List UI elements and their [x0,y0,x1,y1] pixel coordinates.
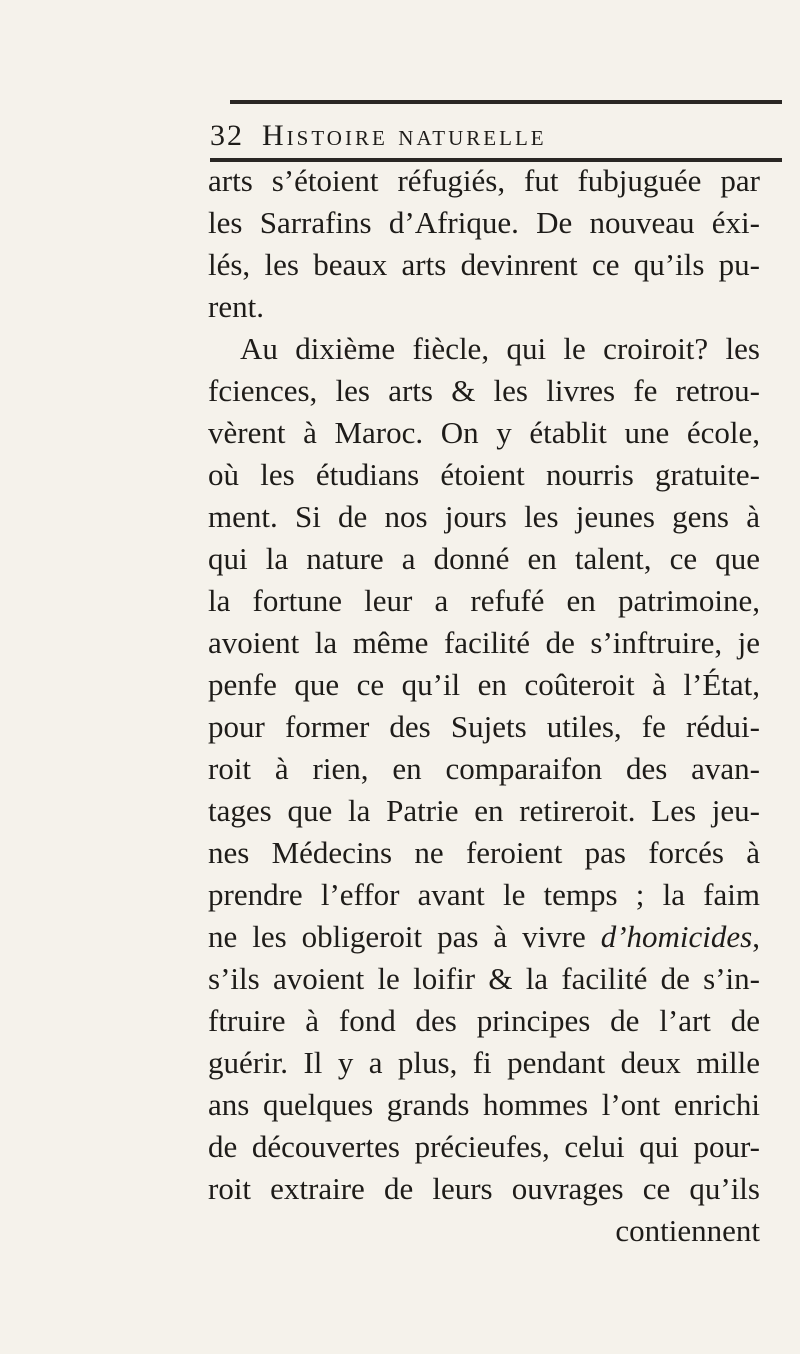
text-line: penfe que ce qu’il en coûteroit à l’État, [208,667,760,702]
text-line: qui la nature a donné en talent, ce que [208,541,760,576]
text-line: s’ils avoient le loifir & la facilité de s’in- [208,961,760,996]
body-text [208,160,760,1252]
text-line: Au dixième fiècle, qui le croiroit? les [240,331,760,366]
running-title: Histoire naturelle [262,119,547,152]
text-line: ans quelques grands hommes l’ont enrichi [208,1087,760,1122]
text-line: ftruire à fond des principes de l’art de [208,1003,760,1038]
text-line: prendre l’effor avant le temps ; la faim [208,877,760,912]
text-line: ment. Si de nos jours les jeunes gens à [208,499,760,534]
header-rule-top [230,100,782,104]
text-line: roit extraire de leurs ouvrages ce qu’ils [208,1171,760,1206]
text-line: pour former des Sujets utiles, fe rédui- [208,709,760,744]
page-number: 32 [210,119,244,152]
text-line: tages que la Patrie en retireroit. Les jeu- [208,793,760,828]
text-line-with-italic [208,916,760,958]
text-line: arts s’étoient réfugiés, fut fubjuguée par [208,163,760,198]
text-line: de découvertes précieufes, celui qui pour- [208,1129,760,1164]
text-line: roit à rien, en comparaifon des avan- [208,751,760,786]
text-line: nes Médecins ne feroient pas forcés à [208,835,760,870]
text-line: les Sarrafins d’Afrique. De nouveau éxi- [208,205,760,240]
catchword: contiennent [615,1213,760,1248]
text-line: vèrent à Maroc. On y établit une école, [208,415,760,450]
text-line: où les étudians étoient nourris gratuite- [208,457,760,492]
text-line: guérir. Il y a plus, fi pendant deux mille [208,1045,760,1080]
running-header [210,116,782,156]
text-line: rent. [208,289,264,324]
italic-phrase: d’homicides [600,919,753,954]
text-segment: , [752,919,760,954]
text-line: avoient la même facilité de s’inftruire, je [208,625,760,660]
text-segment: ne les obligeroit pas à vivre [208,919,586,954]
text-line: la fortune leur a refufé en patrimoine, [208,583,760,618]
text-line: lés, les beaux arts devinrent ce qu’ils pu- [208,247,760,282]
text-line: fciences, les arts & les livres fe retrou- [208,373,760,408]
